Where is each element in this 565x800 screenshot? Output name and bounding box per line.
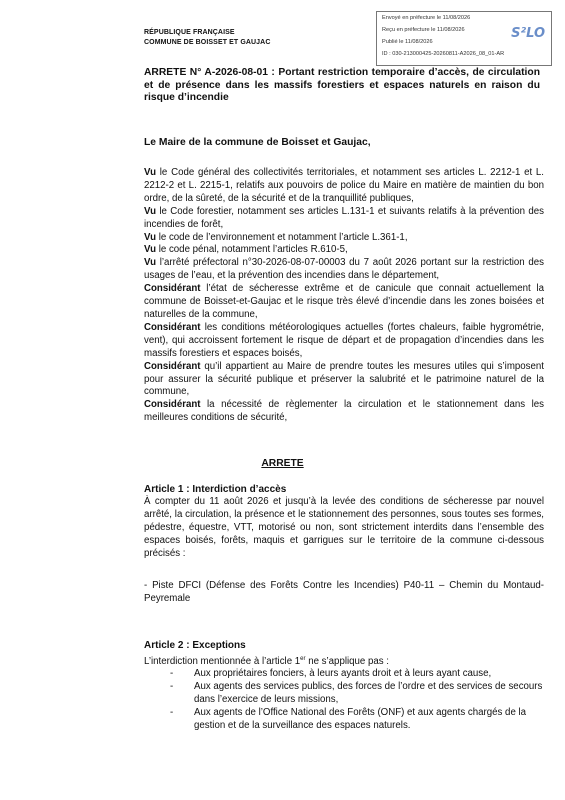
- article1-location: - Piste DFCI (Défense des Forêts Contre les Incendies) P40-11 – Chemin du Montaud-Peyremale: [144, 580, 544, 604]
- list-item: - Aux agents de l’Office National des Forêts (ONF) et aux agents chargés de la gestion et de la surveillance des espaces naturels.: [170, 706, 527, 731]
- consideration-item: Vu le code de l’environnement et notamment l’article L.361-1,: [144, 231, 408, 243]
- slo-logo: S²LO: [511, 26, 545, 41]
- header-republique: RÉPUBLIQUE FRANÇAISE: [144, 29, 235, 36]
- consideration-item: Considérant l’état de sécheresse extrême et de canicule que connait actuellement la commune de Boisset-et-Gaujac et le risque très élevé d’incendie dans les zones boisées et naturelles de la commune,: [144, 283, 544, 320]
- article2-title: Article 2 : Exceptions: [144, 640, 246, 651]
- document-title: ARRETE N° A-2026-08-01 : Portant restriction temporaire d’accès, de circulation et de présence dans les massifs forestiers et espaces naturels en raison du risque d’incendie: [144, 67, 540, 103]
- stamp-id: ID : 030-213000425-20260811-A2026_08_01-AR: [382, 51, 505, 57]
- list-item: - Aux agents des services publics, des forces de l’ordre et des services de secours dans l’exercice de leurs missions,: [170, 680, 543, 705]
- consideration-item: Vu le Code forestier, notamment ses articles L.131-1 et suivants relatifs à la prévention des incendies de forêt,: [144, 205, 544, 230]
- exceptions-list: [170, 668, 548, 733]
- stamp-envoye: Envoyé en préfecture le 11/08/2026: [382, 15, 471, 21]
- consideration-item: Considérant qu’il appartient au Maire de prendre toutes les mesures utiles qui s’imposent pour assurer la sécurité publique et préserver la salubrité et le patrimoine naturel de la commune,: [144, 360, 544, 398]
- considerations-block: [144, 167, 544, 425]
- header-commune: COMMUNE DE BOISSET ET GAUJAC: [144, 39, 271, 46]
- article2-intro: L’interdiction mentionnée à l’article 1er ne s’applique pas :: [144, 656, 389, 668]
- stamp-publie: Publié le 11/08/2026: [382, 39, 433, 45]
- consideration-item: Considérant la nécessité de règlementer la circulation et le stationnement dans les meilleures conditions de sécurité,: [144, 399, 544, 424]
- consideration-item: Considérant les conditions météorologiques actuelles (fortes chaleurs, faible hygrométrie, vent), qui accroissent fortement le risque de départ et de propagation d’incendies dans les massifs forestiers et espaces boisés,: [144, 321, 544, 359]
- article1-text: À compter du 11 août 2026 et jusqu’à la levée des conditions de sécheresse par nouvel arrêté, la circulation, la présence et le stationnement des personnes, sous toutes ses formes, pédestre, équestre, VTT, motorisé ou non, sont strictement interdits dans l’ensemble des espaces boisés, forêts, maquis et garrigues sur le territoire de la commune ci-dessous précisés :: [144, 496, 544, 559]
- maire-line: Le Maire de la commune de Boisset et Gaujac,: [144, 137, 371, 148]
- consideration-item: Vu l’arrêté préfectoral n°30-2026-08-07-00003 du 7 août 2026 portant sur la restriction des usages de l’eau, et la prévention des incendies dans le département,: [144, 257, 544, 282]
- prefecture-stamp: [376, 11, 552, 66]
- consideration-item: Vu le Code général des collectivités territoriales, et notamment ses articles L. 2212-1 et L. 2212-2 et L. 2215-1, relatifs aux pouvoirs de police du Maire en matière de maintien du bon ordre, de la sûreté, de la sécurité et de la tranquillité publiques,: [144, 167, 544, 204]
- list-item: - Aux propriétaires fonciers, à leurs ayants droit et à leurs ayant cause,: [170, 668, 492, 679]
- arrete-heading: ARRETE: [261, 458, 304, 469]
- stamp-recu: Reçu en préfecture le 11/08/2026: [382, 27, 465, 33]
- consideration-item: Vu le code pénal, notamment l’articles R.610-5,: [144, 244, 348, 256]
- article1-title: Article 1 : Interdiction d’accès: [144, 484, 287, 495]
